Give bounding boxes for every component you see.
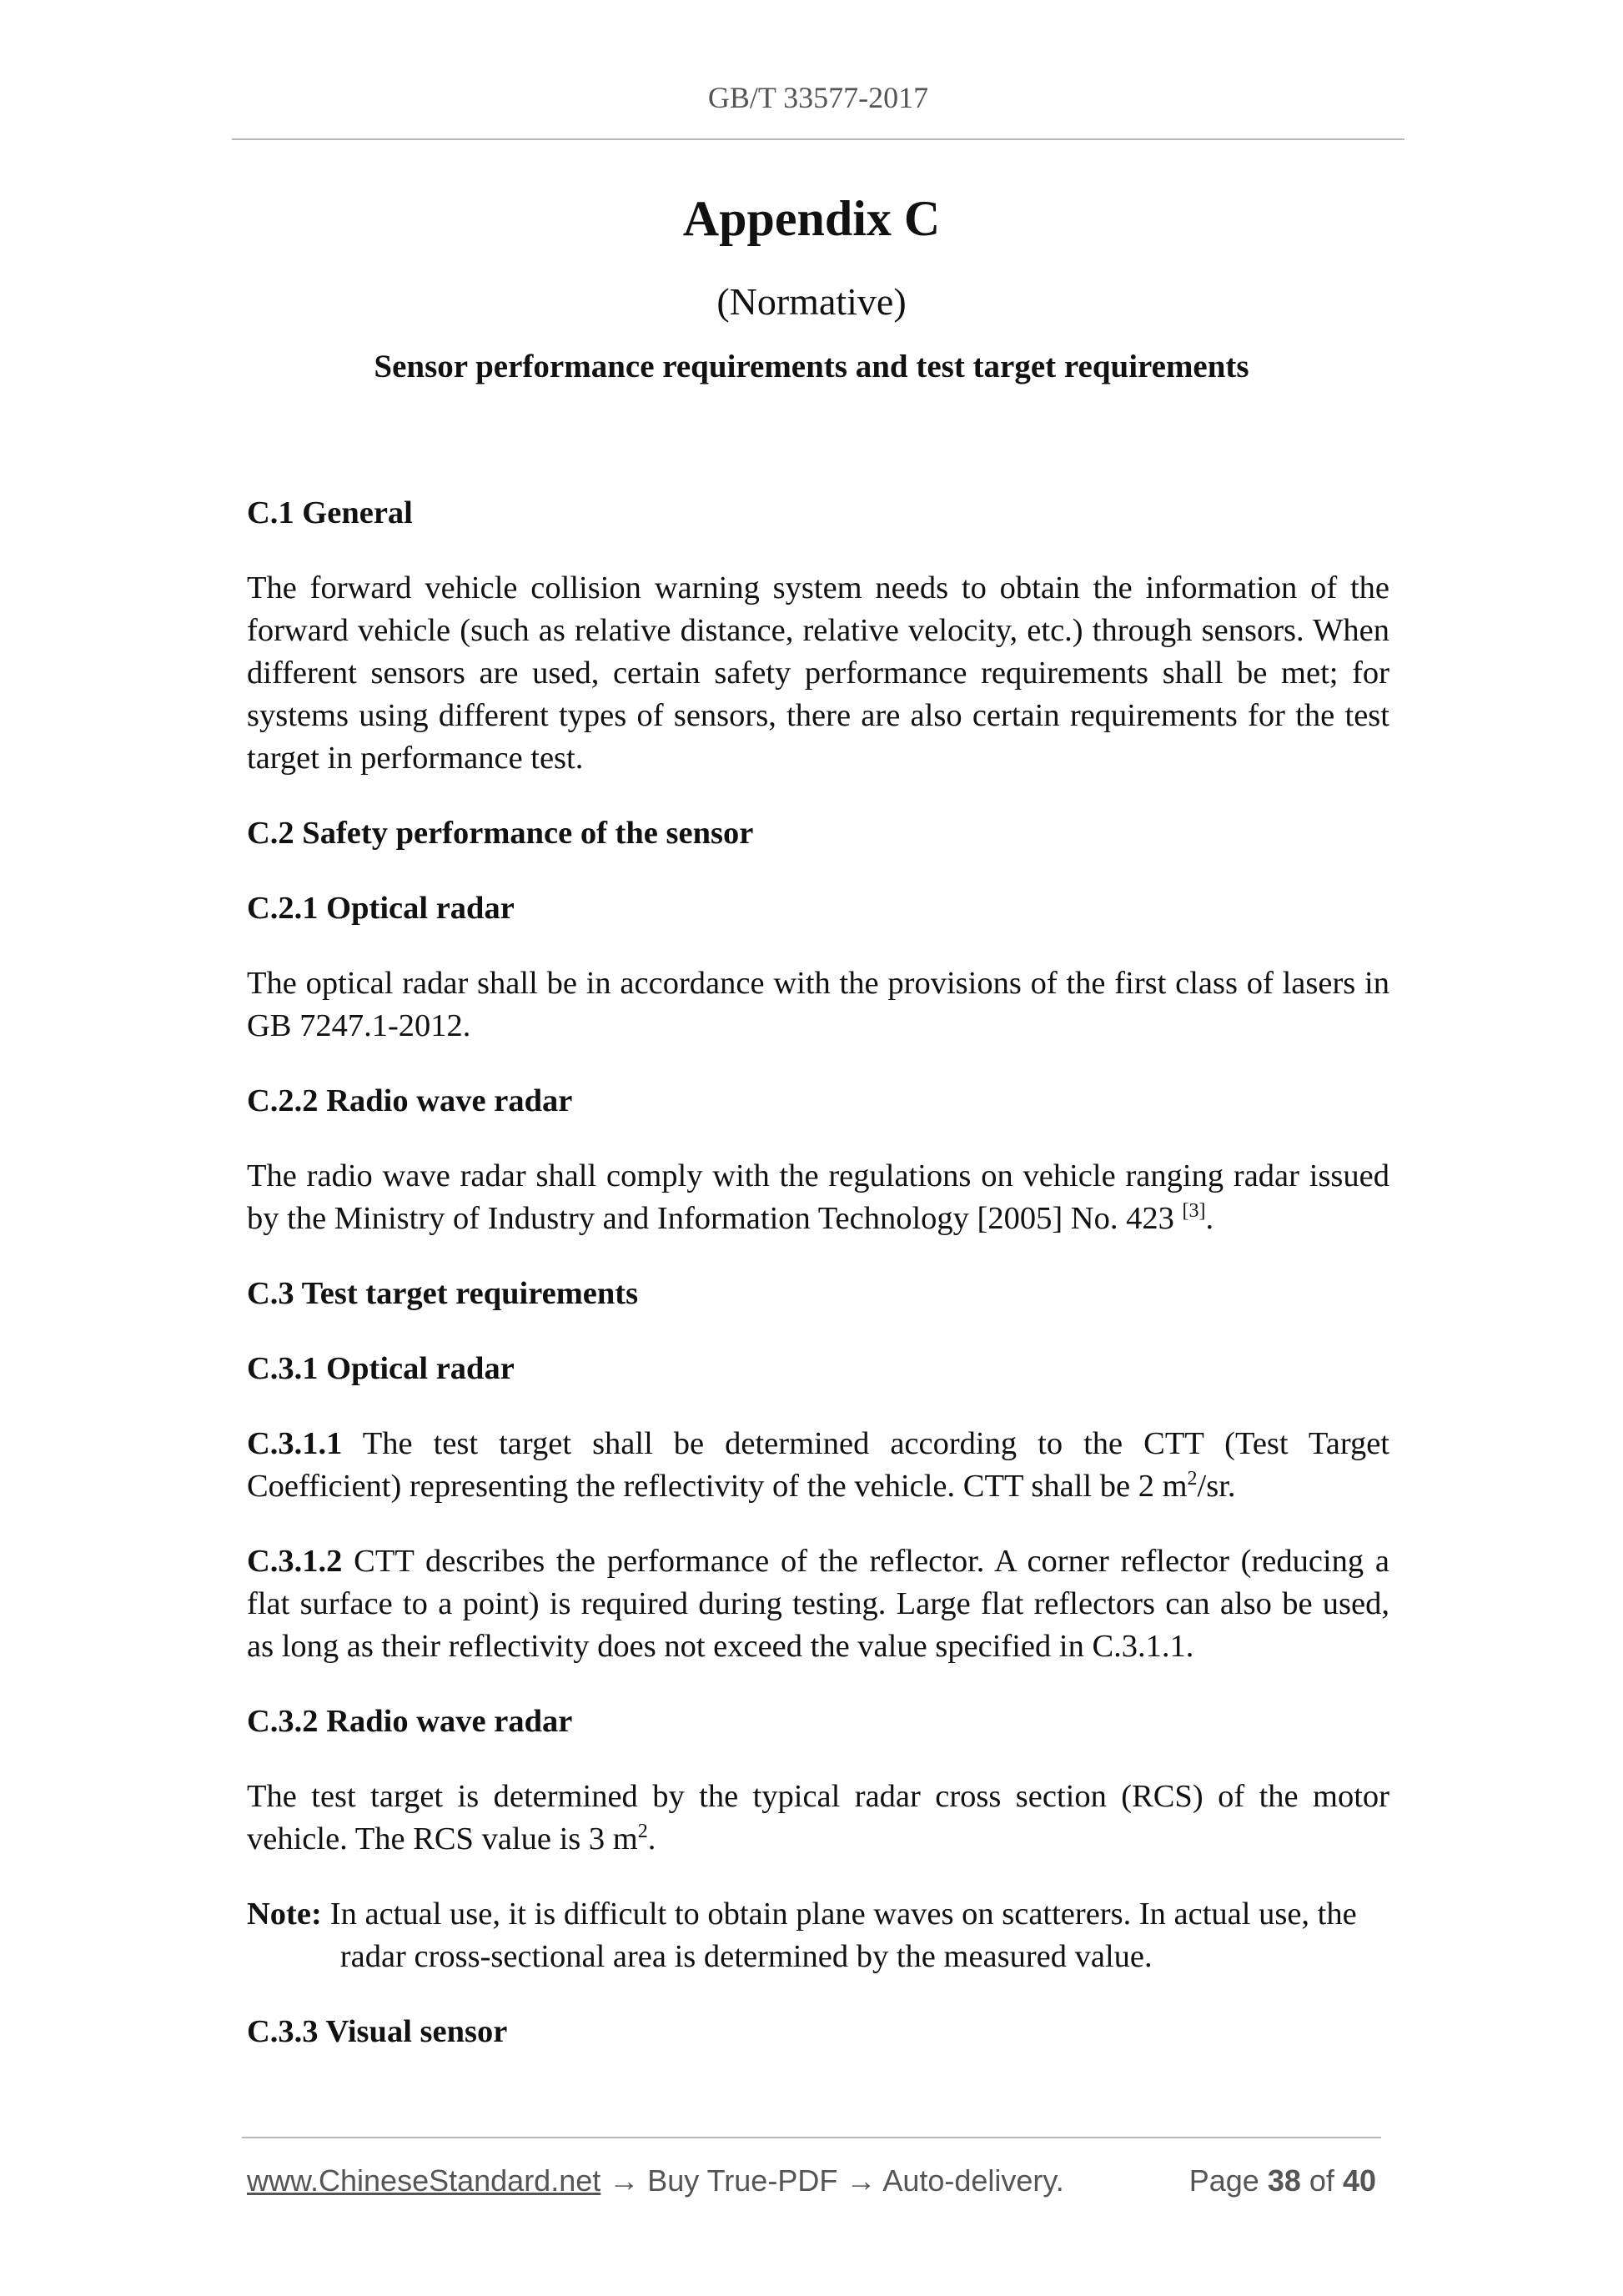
- appendix-type: (Normative): [716, 280, 907, 323]
- clause-c312-number: C.3.1.2: [247, 1544, 343, 1579]
- page-footer: [242, 2137, 1381, 2205]
- page-label: Page: [1188, 2163, 1259, 2198]
- footer-tagline: → Buy True-PDF → Auto-delivery.: [600, 2163, 1064, 2198]
- section-c1-heading: C.1 General: [247, 495, 413, 530]
- page-of: of: [1309, 2163, 1334, 2198]
- note-block: [247, 1893, 1389, 1978]
- section-c32-text: The test target is determined by the typical radar cross section (RCS) of the motor vehicle. The RCS value is 3 m: [247, 1779, 1389, 1856]
- section-c21-text: The optical radar shall be in accordance with the provisions of the first class of lasers in GB 7247.1-2012.: [247, 966, 1389, 1043]
- page-total: 40: [1342, 2163, 1376, 2198]
- page-header: [232, 80, 1404, 140]
- section-c32-period: .: [647, 1821, 656, 1856]
- website-link[interactable]: www.ChineseStandard.net: [247, 2163, 601, 2198]
- clause-c311-number: C.3.1.1: [247, 1426, 343, 1461]
- page-indicator: [1189, 2163, 1376, 2198]
- note-label: Note:: [247, 1897, 322, 1932]
- standard-number: GB/T 33577-2017: [707, 81, 929, 114]
- section-c31-heading: C.3.1 Optical radar: [247, 1351, 515, 1386]
- clause-c312-text: CTT describes the performance of the reflector. A corner reflector (reducing a flat surface to a point) is required during testing. Large flat reflectors can also be used, as long as their reflectivity does not exceed the value specified in C.3.1.1.: [247, 1544, 1389, 1664]
- clause-c311-exponent: 2: [1187, 1468, 1198, 1490]
- section-c32-exponent: 2: [637, 1821, 648, 1843]
- section-c311-paragraph: [247, 1423, 1389, 1508]
- section-c1-text: The forward vehicle collision warning system needs to obtain the information of the forward vehicle (such as relative distance, relative velocity, etc.) through sensors. When different sensors are used, certain safety performance requirements shall be met; for systems using different types of sensors, there are also certain requirements for the test target in performance test.: [247, 570, 1389, 776]
- section-c2-heading: C.2 Safety performance of the sensor: [247, 816, 754, 851]
- appendix-subtitle: Sensor performance requirements and test target requirements: [374, 349, 1249, 384]
- section-c33-heading: C.3.3 Visual sensor: [247, 2014, 508, 2049]
- section-c32-heading: C.3.2 Radio wave radar: [247, 1704, 573, 1739]
- page-current: 38: [1267, 2163, 1301, 2198]
- appendix-title: Appendix C: [682, 191, 941, 246]
- note-line-2: radar cross-sectional area is determined by the measured value.: [339, 1939, 1153, 1974]
- note-line-1: In actual use, it is difficult to obtain plane waves on scatterers. In actual use, the: [329, 1897, 1357, 1932]
- section-c22-period: .: [1205, 1201, 1214, 1236]
- clause-c311-unit: /sr.: [1197, 1469, 1236, 1504]
- section-c312-paragraph: [247, 1540, 1389, 1668]
- section-c22-paragraph: [247, 1155, 1389, 1240]
- section-c32-paragraph: [247, 1776, 1389, 1861]
- footer-left: [247, 2163, 1064, 2198]
- section-c22-text: The radio wave radar shall comply with the regulations on vehicle ranging radar issued by the Ministry of Industry and Information Technology [2005] No. 423: [247, 1158, 1389, 1236]
- section-c22-heading: C.2.2 Radio wave radar: [247, 1083, 573, 1118]
- clause-c311-text: The test target shall be determined according to the CTT (Test Target Coefficient) representing the reflectivity of the vehicle. CTT shall be 2 m: [247, 1426, 1389, 1504]
- section-c21-heading: C.2.1 Optical radar: [247, 891, 515, 926]
- document-body: [247, 492, 1389, 2086]
- note-body: [330, 1893, 1357, 1978]
- reference-3: [3]: [1182, 1200, 1206, 1223]
- section-c3-heading: C.3 Test target requirements: [247, 1276, 639, 1311]
